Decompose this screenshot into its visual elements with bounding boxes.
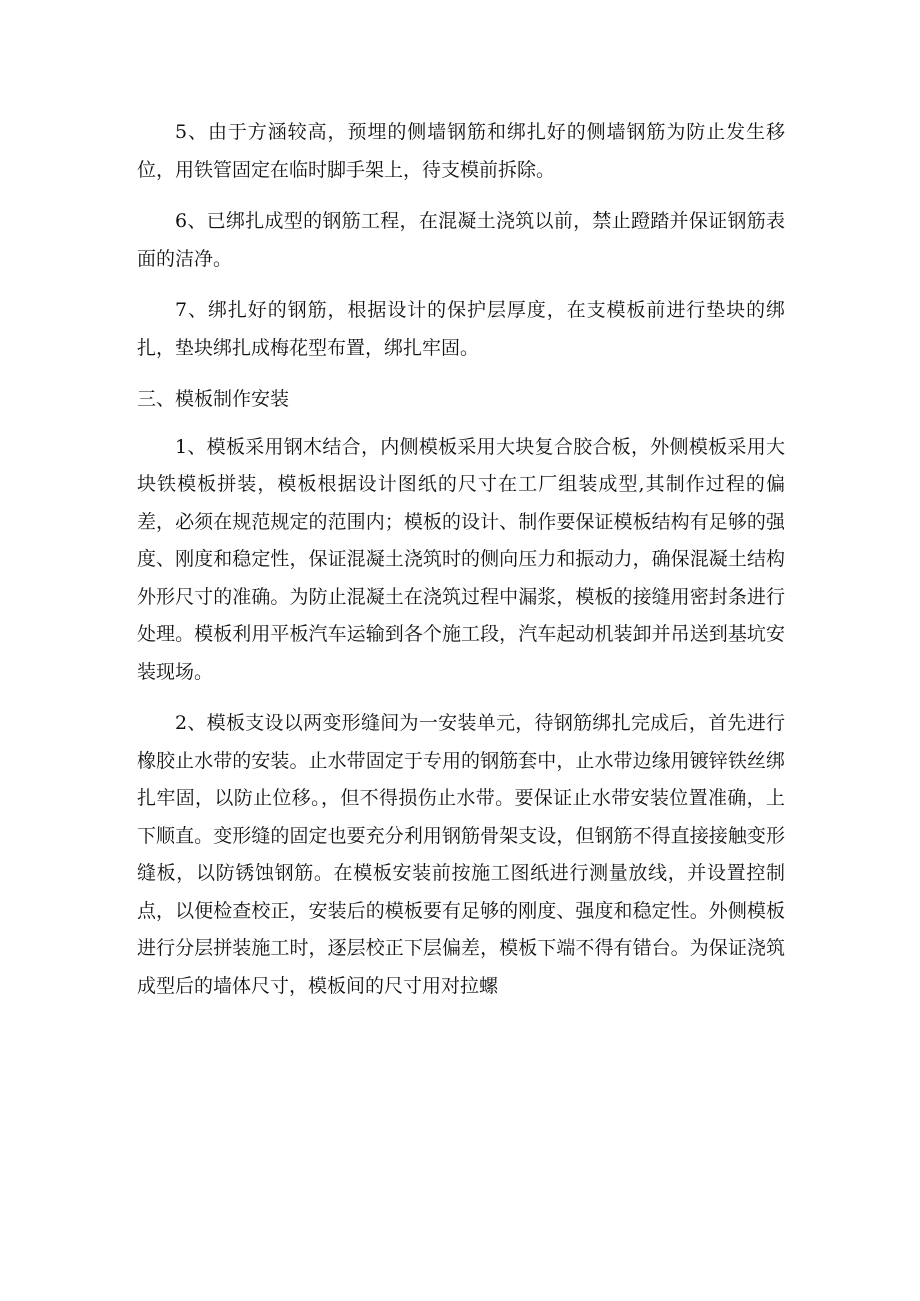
paragraph-item-5: 5、由于方涵较高，预埋的侧墙钢筋和绑扎好的侧墙钢筋为防止发生移位，用铁管固定在临时脚手架上，待支模前拆除。: [137, 121, 785, 181]
paragraph-formwork-1: 1、模板采用钢木结合，内侧模板采用大块复合胶合板，外侧模板采用大块铁模板拼装，模板根据设计图纸的尺寸在工厂组装成型,其制作过程的偏差，必须在规范规定的范围内；模板的设计、制作要保证模板结构有足够的强度、刚度和稳定性，保证混凝土浇筑时的侧向压力和振动力，确保混凝土结构外形尺寸的准确。为防止混凝土在浇筑过程中漏浆，模板的接缝用密封条进行处理。模板利用平板汽车运输到各个施工段，汽车起动机装卸并吊送到基坑安装现场。: [137, 435, 785, 683]
section-heading: 三、模板制作安装: [137, 388, 290, 410]
paragraph-item-7: 7、绑扎好的钢筋，根据设计的保护层厚度，在支模板前进行垫块的绑扎，垫块绑扎成梅花型布置，绑扎牢固。: [137, 299, 785, 359]
document-body: [137, 114, 785, 1019]
paragraph-item-6: 6、已绑扎成型的钢筋工程，在混凝土浇筑以前，禁止蹬踏并保证钢筋表面的洁净。: [137, 210, 785, 270]
paragraph-formwork-2: 2、模板支设以两变形缝间为一安装单元，待钢筋绑扎完成后，首先进行橡胶止水带的安装。止水带固定于专用的钢筋套中，止水带边缘用镀锌铁丝绑扎牢固，以防止位移。，但不得损伤止水带。要保证止水带安装位置准确，上下顺直。变形缝的固定也要充分利用钢筋骨架支设，但钢筋不得直接接触变形缝板，以防锈蚀钢筋。在模板安装前按施工图纸进行测量放线，并设置控制点，以便检查校正，安装后的模板要有足够的刚度、强度和稳定性。外侧模板进行分层拼装施工时，逐层校正下层偏差，模板下端不得有错台。为保证浇筑成型后的墙体尺寸，模板间的尺寸用对拉螺: [137, 712, 785, 997]
